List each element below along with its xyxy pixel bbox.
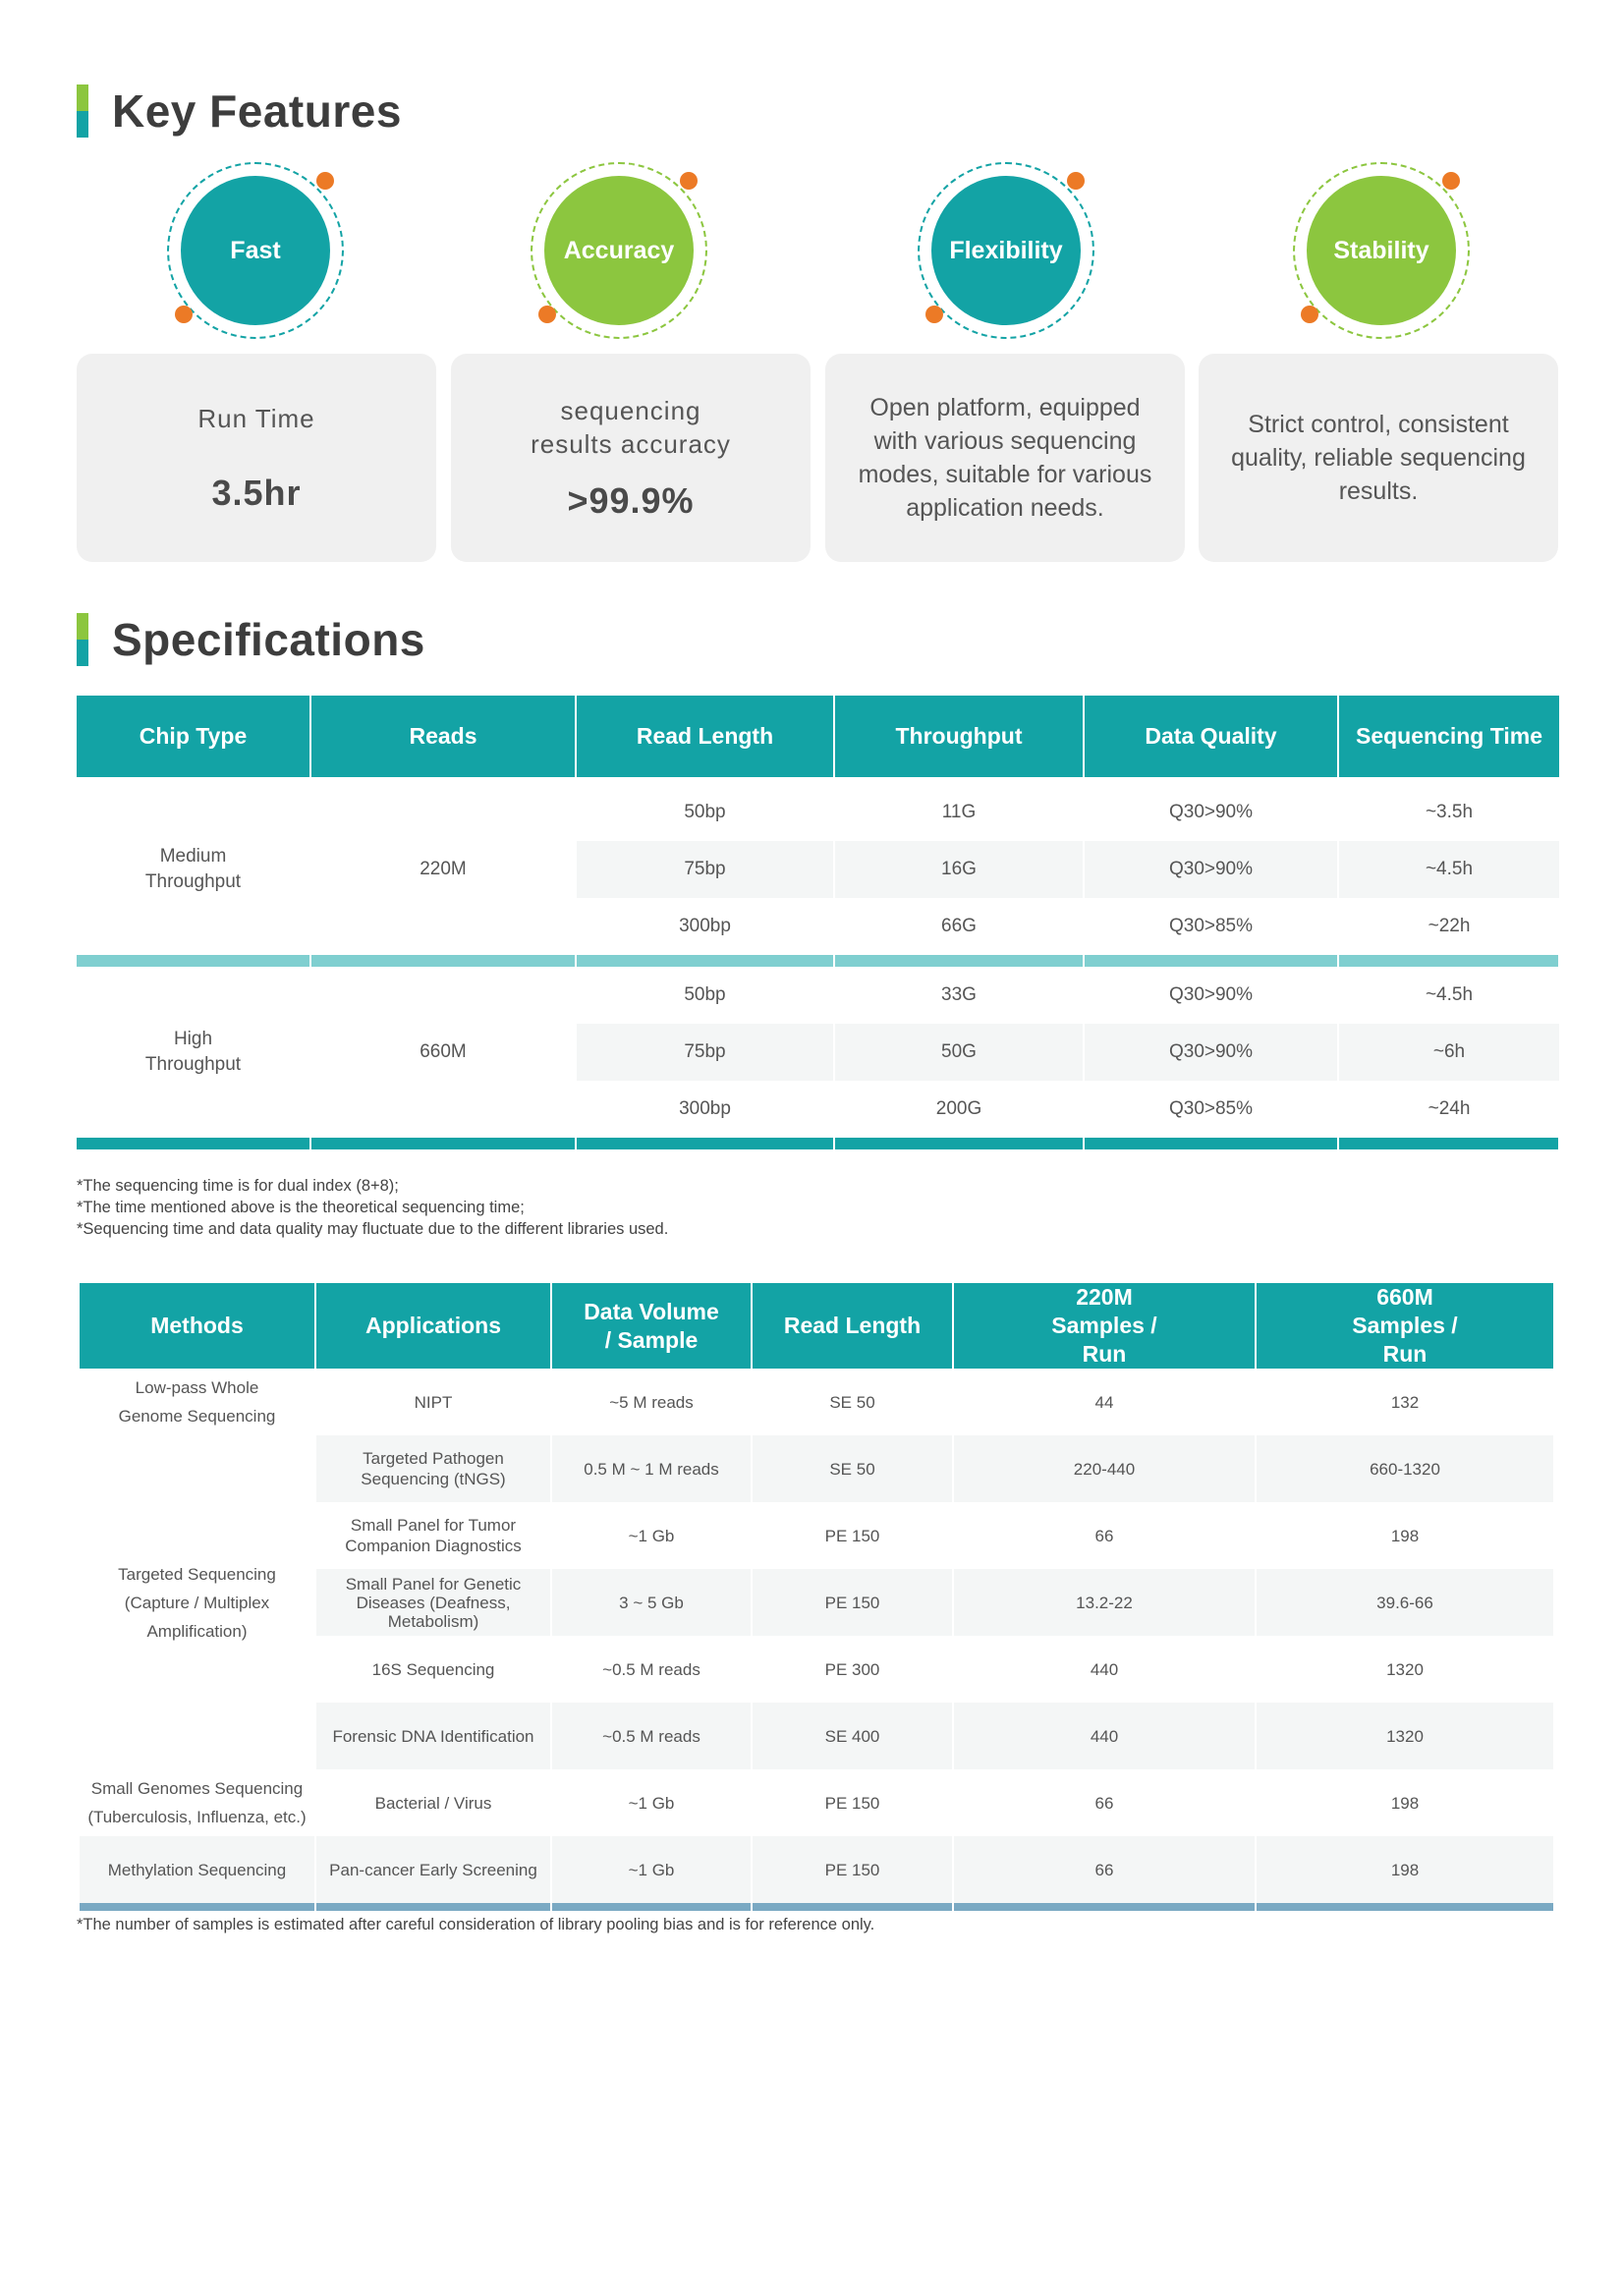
section-title: Key Features (112, 85, 402, 137)
table-cell: ~5 M reads (551, 1369, 752, 1435)
methods-note (77, 1914, 874, 1935)
table-cell: 200G (834, 1081, 1084, 1138)
table-cell: 16G (834, 841, 1084, 898)
table-cell: 220-440 (953, 1435, 1256, 1502)
table-bottom-rule (77, 1138, 1559, 1149)
table-cell: SE 50 (752, 1435, 953, 1502)
table-row (77, 784, 1559, 841)
specifications-heading (77, 613, 425, 666)
specifications-notes (77, 1175, 668, 1240)
chip-type-cell: High Throughput (77, 967, 310, 1138)
table-header-row (77, 696, 1559, 777)
table-cell: 3 ~ 5 Gb (551, 1569, 752, 1636)
table-cell: PE 150 (752, 1769, 953, 1836)
column-header: Read Length (576, 696, 834, 777)
table-cell: ~24h (1428, 1098, 1471, 1119)
table-cell: PE 150 (752, 1569, 953, 1636)
method-cell: Methylation Sequencing (80, 1836, 315, 1903)
column-header: Sequencing Time (1338, 696, 1559, 777)
table-cell: ~0.5 M reads (551, 1703, 752, 1769)
title-accent-bar (77, 613, 88, 666)
feature-card-accuracy (451, 354, 811, 562)
table-cell: Bacterial / Virus (315, 1769, 551, 1836)
card-label: Run Time (197, 404, 315, 433)
card-description: Open platform, equipped with various sequencing modes, suitable for various application needs. (858, 394, 1152, 522)
table-cell: Small Panel for Genetic Diseases (Deafness, Metabolism) (315, 1569, 551, 1636)
table-cell: 66 (953, 1769, 1256, 1836)
table-cell: SE 400 (752, 1703, 953, 1769)
table-cell: 11G (834, 784, 1084, 841)
table-cell: 198 (1390, 1793, 1420, 1813)
section-title: Specifications (112, 614, 425, 665)
feature-card-flexibility (825, 354, 1185, 562)
table-cell: 1320 (1386, 1659, 1424, 1679)
table-cell: Q30>90% (1084, 967, 1338, 1024)
table-cell: 198 (1256, 1836, 1553, 1903)
table-cell: Pan-cancer Early Screening (315, 1836, 551, 1903)
table-cell: 300bp (576, 898, 834, 955)
table-cell: 13.2-22 (953, 1569, 1256, 1636)
table-cell: 440 (953, 1636, 1256, 1703)
table-cell: 75bp (576, 841, 834, 898)
table-row (77, 967, 1559, 1024)
table-cell: Targeted Pathogen Sequencing (tNGS) (315, 1435, 551, 1502)
table-cell: Small Panel for Tumor Companion Diagnostics (315, 1502, 551, 1569)
column-header: Read Length (752, 1283, 953, 1369)
table-cell: 50bp (576, 784, 834, 841)
reads-cell: 660M (310, 967, 576, 1138)
table-cell: PE 300 (752, 1636, 953, 1703)
method-cell: Targeted Sequencing (Capture / Multiplex Amplification) (80, 1435, 315, 1769)
feature-name: Fast (181, 176, 330, 325)
table-cell: 66G (834, 898, 1084, 955)
table-cell: 16S Sequencing (315, 1636, 551, 1703)
feature-accuracy-badge (531, 162, 707, 339)
feature-name: Flexibility (931, 176, 1081, 325)
column-header: Throughput (834, 696, 1084, 777)
table-cell: Q30>90% (1084, 784, 1338, 841)
table-cell: 132 (1390, 1392, 1420, 1412)
column-header: Chip Type (77, 696, 310, 777)
table-cell: 39.6-66 (1256, 1569, 1553, 1636)
feature-name: Stability (1307, 176, 1456, 325)
table-cell: PE 150 (752, 1502, 953, 1569)
table-cell: 33G (834, 967, 1084, 1024)
table-cell: 50G (834, 1024, 1084, 1081)
methods-table (80, 1283, 1553, 1911)
table-cell: Q30>85% (1084, 898, 1338, 955)
table-cell: PE 150 (752, 1836, 953, 1903)
key-features-heading (77, 84, 402, 138)
card-value: >99.9% (567, 480, 695, 521)
table-cell: 75bp (576, 1024, 834, 1081)
table-row (80, 1769, 1553, 1836)
feature-stability-badge (1293, 162, 1470, 339)
feature-fast-badge (167, 162, 344, 339)
card-value: 3.5hr (211, 473, 302, 513)
table-cell: Q30>90% (1084, 841, 1338, 898)
table-cell: ~4.5h (1338, 841, 1559, 898)
table-cell: Q30>85% (1084, 1081, 1338, 1138)
feature-name: Accuracy (544, 176, 694, 325)
table-cell: 66 (953, 1836, 1256, 1903)
column-header: Reads (310, 696, 576, 777)
table-row (80, 1369, 1553, 1435)
table-cell: 300bp (576, 1081, 834, 1138)
chip-type-cell: Medium Throughput (77, 784, 310, 955)
feature-card-run-time (77, 354, 436, 562)
table-cell: SE 50 (752, 1369, 953, 1435)
group-separator (77, 955, 1559, 967)
column-header: Data Quality (1084, 696, 1338, 777)
table-cell: Forensic DNA Identification (315, 1703, 551, 1769)
specifications-table (77, 696, 1560, 1149)
card-description: Strict control, consistent quality, reliable sequencing results. (1231, 411, 1526, 505)
table-cell: ~1 Gb (551, 1502, 752, 1569)
footnote: *Sequencing time and data quality may fluctuate due to the different libraries used. (77, 1220, 669, 1238)
footnote: *The number of samples is estimated after careful consideration of library pooling bias and is for reference only. (77, 1916, 875, 1933)
table-cell: 0.5 M ~ 1 M reads (551, 1435, 752, 1502)
table-row (80, 1836, 1553, 1903)
table-cell: ~6h (1338, 1024, 1559, 1081)
method-cell: Low-pass Whole Genome Sequencing (80, 1369, 315, 1435)
table-cell: ~22h (1428, 916, 1471, 936)
title-accent-bar (77, 84, 88, 138)
table-cell: 66 (953, 1502, 1256, 1569)
method-cell: Small Genomes Sequencing (Tuberculosis, Influenza, etc.) (80, 1769, 315, 1836)
column-header: Methods (80, 1283, 315, 1369)
footnote: *The sequencing time is for dual index (8+8); (77, 1177, 399, 1195)
card-label: sequencing results accuracy (531, 396, 731, 459)
table-cell: 44 (953, 1369, 1256, 1435)
table-cell: 1320 (1256, 1703, 1553, 1769)
feature-flexibility-badge (918, 162, 1094, 339)
table-header-row (80, 1283, 1553, 1369)
footnote: *The time mentioned above is the theoretical sequencing time; (77, 1199, 525, 1216)
table-bottom-rule (80, 1903, 1553, 1911)
column-header: Data Volume / Sample (551, 1283, 752, 1369)
table-cell: 660-1320 (1256, 1435, 1553, 1502)
table-cell: ~1 Gb (551, 1769, 752, 1836)
table-cell: ~3.5h (1425, 802, 1474, 822)
feature-card-stability (1199, 354, 1558, 562)
column-header: 220M Samples / Run (953, 1283, 1256, 1369)
table-row (80, 1435, 1553, 1502)
table-cell: NIPT (315, 1369, 551, 1435)
table-cell: 50bp (576, 967, 834, 1024)
table-cell: 440 (953, 1703, 1256, 1769)
table-cell: ~1 Gb (551, 1836, 752, 1903)
table-cell: ~4.5h (1425, 984, 1474, 1005)
table-cell: Q30>90% (1084, 1024, 1338, 1081)
reads-cell: 220M (310, 784, 576, 955)
table-cell: 198 (1390, 1526, 1420, 1545)
column-header: 660M Samples / Run (1256, 1283, 1553, 1369)
table-cell: ~0.5 M reads (551, 1636, 752, 1703)
column-header: Applications (315, 1283, 551, 1369)
